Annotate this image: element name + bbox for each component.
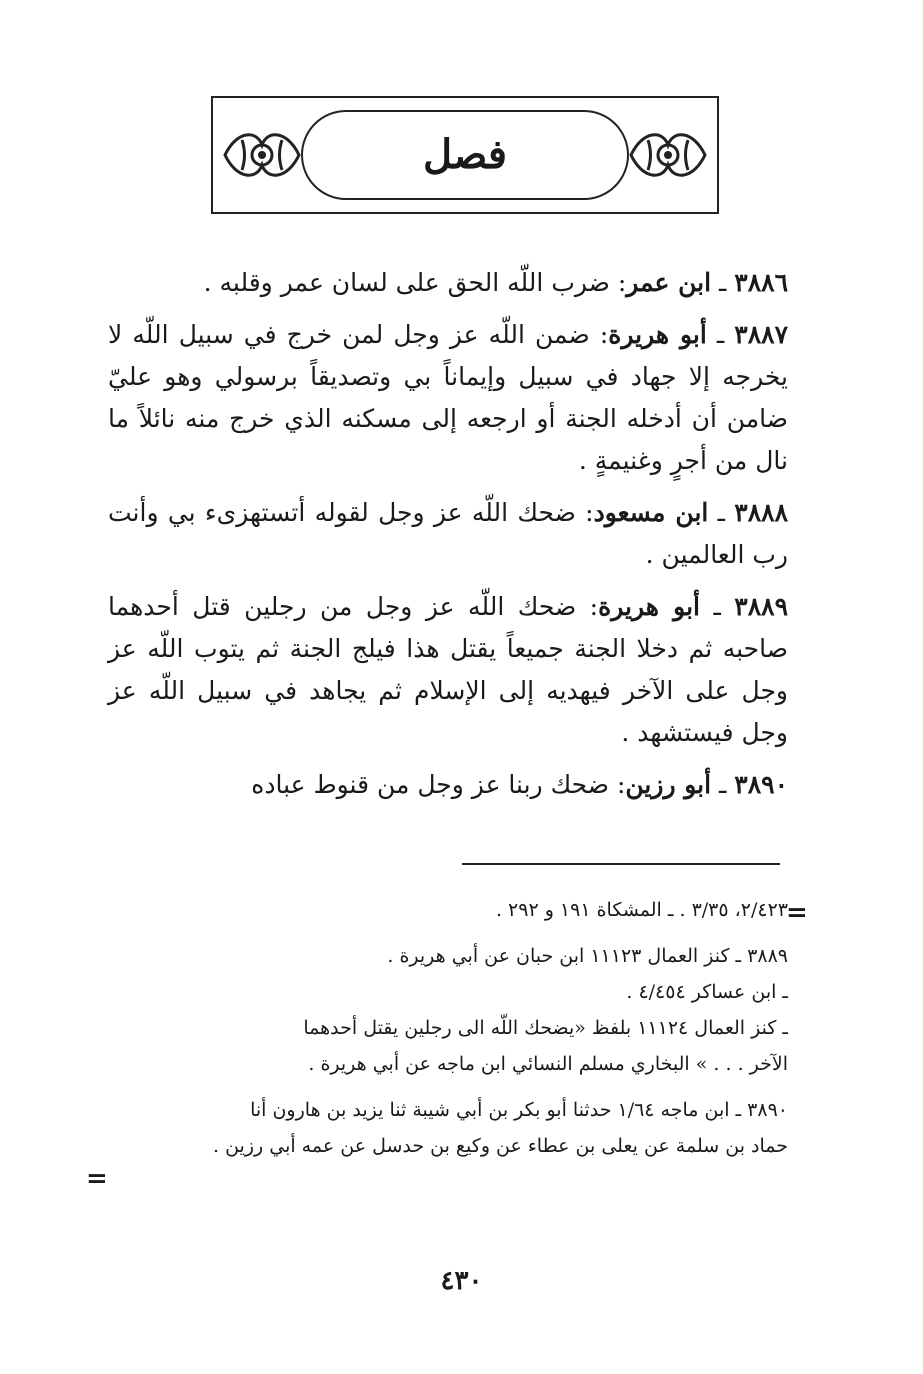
continuation-mark: =: [86, 1164, 108, 1194]
arabesque-ornament-icon: [217, 110, 307, 200]
hadith-text: ضحك ربنا عز وجل من قنوط عباده: [251, 770, 610, 799]
narrator: أبو هريرة: [608, 320, 707, 349]
chapter-header-frame: [211, 96, 719, 214]
arabesque-ornament-icon: [623, 110, 713, 200]
narrator: أبو هريرة: [598, 592, 700, 621]
footnote-line: ـ كنز العمال ١١١٢٤ بلفظ «يضحك اللّه الى رجلين يقتل أحدهما: [303, 1017, 788, 1039]
chapter-title-cartouche: [301, 110, 629, 200]
footnote-line: ٣٨٨٩ ـ كنز العمال ١١١٢٣ ابن حبان عن أبي هريرة .: [387, 945, 788, 967]
hadith-entry: ٣٨٨٩ ـ أبو هريرة: ضحك اللّه عز وجل من رجلين قتل أحدهما صاحبه ثم دخلا الجنة جميعاً يقتل هذا فيلج الجنة ثم يتوب اللّه عز وجل على الآخر فيهديه إلى الإسلام ثم يجاهد في سبيل اللّه عز وجل فيستشهد .: [108, 592, 788, 747]
narrator: ابن مسعود: [593, 498, 709, 527]
footnote-line: حماد بن سلمة عن يعلى بن عطاء عن وكيع بن حدسل عن عمه أبي رزين .: [213, 1135, 788, 1157]
hadith-number: ٣٨٩٠: [734, 770, 788, 799]
hadith-number: ٣٨٨٩: [734, 592, 788, 621]
chapter-title: فصل: [422, 131, 508, 178]
hadith-number: ٣٨٨٨: [734, 498, 789, 527]
hadith-text: ضحك اللّه عز وجل من رجلين قتل أحدهما صاحبه ثم دخلا الجنة جميعاً يقتل هذا فيلج الجنة ثم يتوب اللّه عز وجل على الآخر فيهديه إلى الإسلام ثم يجاهد في سبيل اللّه عز وجل فيستشهد .: [108, 592, 788, 747]
hadith-entry: ٣٨٨٧ ـ أبو هريرة: ضمن اللّه عز وجل لمن خرج في سبيل اللّه لا يخرجه إلا جهاد في سبيل وإيماناً بي وتصديقاً برسولي وهو عليّ ضامن أن أدخله الجنة أو ارجعه إلى مسكنه الذي خرج منه نائلاً ما نال من أجرٍ وغنيمةٍ .: [108, 320, 789, 475]
hadith-entry: ٣٨٨٨ ـ ابن مسعود: ضحك اللّه عز وجل لقوله أتستهزىء بي وأنت رب العالمين .: [108, 498, 789, 569]
footnotes: [108, 892, 788, 1164]
footnote-divider: [462, 863, 780, 865]
footnote-line: ـ ابن عساكر ٤/٤٥٤ .: [626, 981, 788, 1003]
hadith-entry: ٣٨٩٠ ـ أبو رزين: ضحك ربنا عز وجل من قنوط عباده: [251, 770, 788, 799]
footnote-line: ٢/٤٢٣، ٣/٣٥ . ـ المشكاة ١٩١ و ٢٩٢ .: [495, 899, 788, 921]
hadith-text: ضرب اللّه الحق على لسان عمر وقلبه .: [203, 268, 610, 297]
continuation-mark: =: [786, 898, 808, 928]
hadith-number: ٣٨٨٧: [734, 320, 789, 349]
hadith-number: ٣٨٨٦: [734, 268, 788, 297]
footnote-line: ٣٨٩٠ ـ ابن ماجه ١/٦٤ حدثنا أبو بكر بن أبي شيبة ثنا يزيد بن هارون أنا: [250, 1099, 788, 1121]
page-number: ٤٣٠: [440, 1266, 483, 1296]
hadith-text: ضمن اللّه عز وجل لمن خرج في سبيل اللّه لا يخرجه إلا جهاد في سبيل وإيماناً بي وتصديقاً برسولي وهو عليّ ضامن أن أدخله الجنة أو ارجعه إلى مسكنه الذي خرج منه نائلاً ما نال من أجرٍ وغنيمةٍ .: [108, 320, 788, 475]
footnote-line: الآخر . . . » البخاري مسلم النسائي ابن ماجه عن أبي هريرة .: [308, 1053, 788, 1075]
hadith-text: ضحك اللّه عز وجل لقوله أتستهزىء بي وأنت رب العالمين .: [108, 498, 788, 569]
narrator: أبو رزين: [625, 770, 712, 799]
narrator: ابن عمر: [626, 268, 712, 297]
hadith-entry: ٣٨٨٦ ـ ابن عمر: ضرب اللّه الحق على لسان عمر وقلبه .: [203, 268, 788, 297]
hadith-list: [108, 262, 788, 816]
